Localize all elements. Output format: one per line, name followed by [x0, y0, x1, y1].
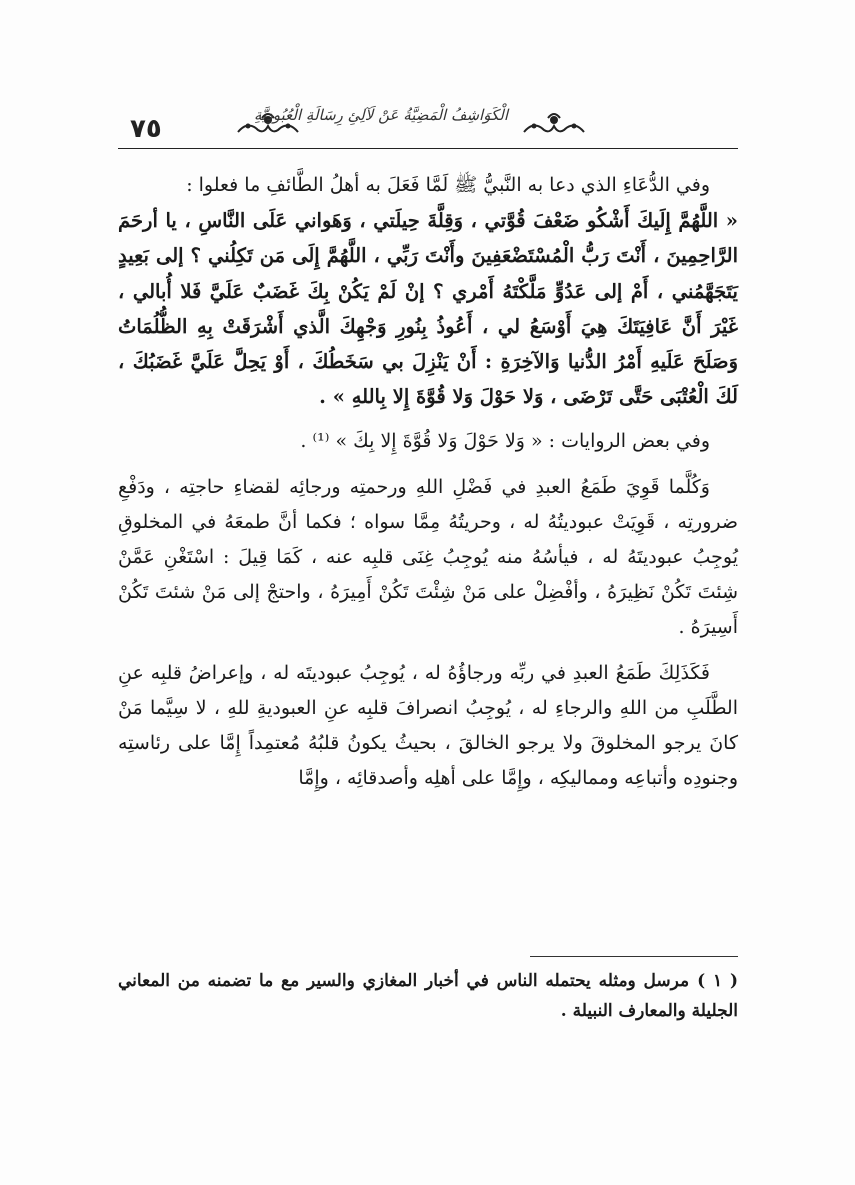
- page-number: ٧٥: [130, 114, 162, 144]
- footnote-marker: ( ١ ): [697, 971, 738, 991]
- paragraph: وَكُلَّما قَوِيَ طَمَعُ العبدِ في فَضْلِ اللهِ ورحمتِه ورجائِه لقضاءِ حاجتِه ، ودَفْعِ ضرورتِه ، قَوِيَتْ عبوديتُهُ له ، وحريتُهُ مِمَّا سواه ؛ فكما أنَّ طمعَهُ في المخلوقِ يُوجِبُ عبوديتَهُ له ، فيأسُهُ منه يُوجِبُ غِنَى قلبِه عنه ، كَمَا قِيلَ : اسْتَغْنِ عَمَّنْ شِئتَ تَكُنْ نَظِيرَهُ ، وأفْضِلْ على مَنْ شِئْتَ تَكُنْ أَمِيرَهُ ، واحتجْ إلى مَنْ شئتَ تَكُنْ أَسِيرَهُ .: [118, 475, 738, 639]
- header-divider: [118, 148, 738, 149]
- footnote: [118, 966, 738, 1026]
- page-header: [118, 92, 738, 152]
- footnote-divider: [530, 956, 738, 957]
- main-text: [118, 168, 738, 796]
- prophetic-supplication: « اللَّهُمَّ إِلَيكَ أَشْكُو ضَعْفَ قُوَّتي ، وَقِلَّةَ حِيلَتي ، وَهَواني عَلَى النَّاسِ ، يا أرحَمَ الرَّاحِمِينَ ، أَنْتَ رَبُّ الْمُسْتَضْعَفِينَ وأَنْتَ رَبِّي ، اللَّهُمَّ إِلَى مَن تَكِلُني ؟ إلى بَعِيدٍ يَتَجَهَّمُني ، أَمْ إلى عَدُوٍّ مَلَّكْتَهُ أَمْري ؟ إنْ لَمْ يَكُنْ بِكَ غَضَبٌ عَلَيَّ فَلا أُبالي ، غَيْرَ أَنَّ عَافِيَتَكَ هِيَ أَوْسَعُ لي ، أَعُوذُ بِنُورِ وَجْهِكَ الَّذي أَشْرَقَتْ بِهِ الظُّلُمَاتُ وَصَلَحَ عَلَيهِ أَمْرُ الدُّنيا وَالآخِرَةِ : أَنْ يَنْزِلَ بي سَخَطُكَ ، أَوْ يَحِلَّ عَلَيَّ غَضَبُكَ ، لَكَ الْعُتْبَى حَتَّى تَرْضَى ، وَلا حَوْلَ وَلا قُوَّةَ إِلا بِاللهِ » .: [118, 209, 738, 409]
- floral-ornament-icon: [522, 112, 586, 138]
- footnote-text: مرسل ومثله يحتمله الناس في أخبار المغازي والسير مع ما تضمنه من المعاني الجليلة والمعارف النبيلة .: [118, 971, 738, 1021]
- running-title: الْكَوَاشِفُ الْمَضِيَّةُ عَنْ لَآلِئِ رِسَالَةِ الْعُبُودِيَّةِ: [254, 106, 508, 124]
- intro-line: وفي الدُّعَاءِ الذي دعا به النَّبيُّ ﷺ لَمَّا فَعَلَ به أهلُ الطَّائفِ ما فعلوا :: [186, 174, 710, 196]
- paragraph: فَكَذَلِكَ طَمَعُ العبدِ في ربِّه ورجاؤُهُ له ، يُوجِبُ عبوديتَه له ، وإعراضُ قلبِه عنِ الطَّلَبِ من اللهِ والرجاءِ له ، يُوجِبُ انصرافَ قلبِه عنِ العبوديةِ للهِ ، لا سِيَّما مَنْ كانَ يرجو المخلوقَ ولا يرجو الخالقَ ، بحيثُ يكونُ قلبُهُ مُعتمِداً إِمَّا على رئاستِه وجنودِه وأتباعِه ومماليكِه ، وإِمَّا على أهلِه وأصدقائِه ، وإِمَّا: [118, 661, 738, 790]
- narration-note: وفي بعض الروايات : « وَلا حَوْلَ وَلا قُوَّةَ إِلا بِكَ » ⁽¹⁾ .: [300, 430, 710, 453]
